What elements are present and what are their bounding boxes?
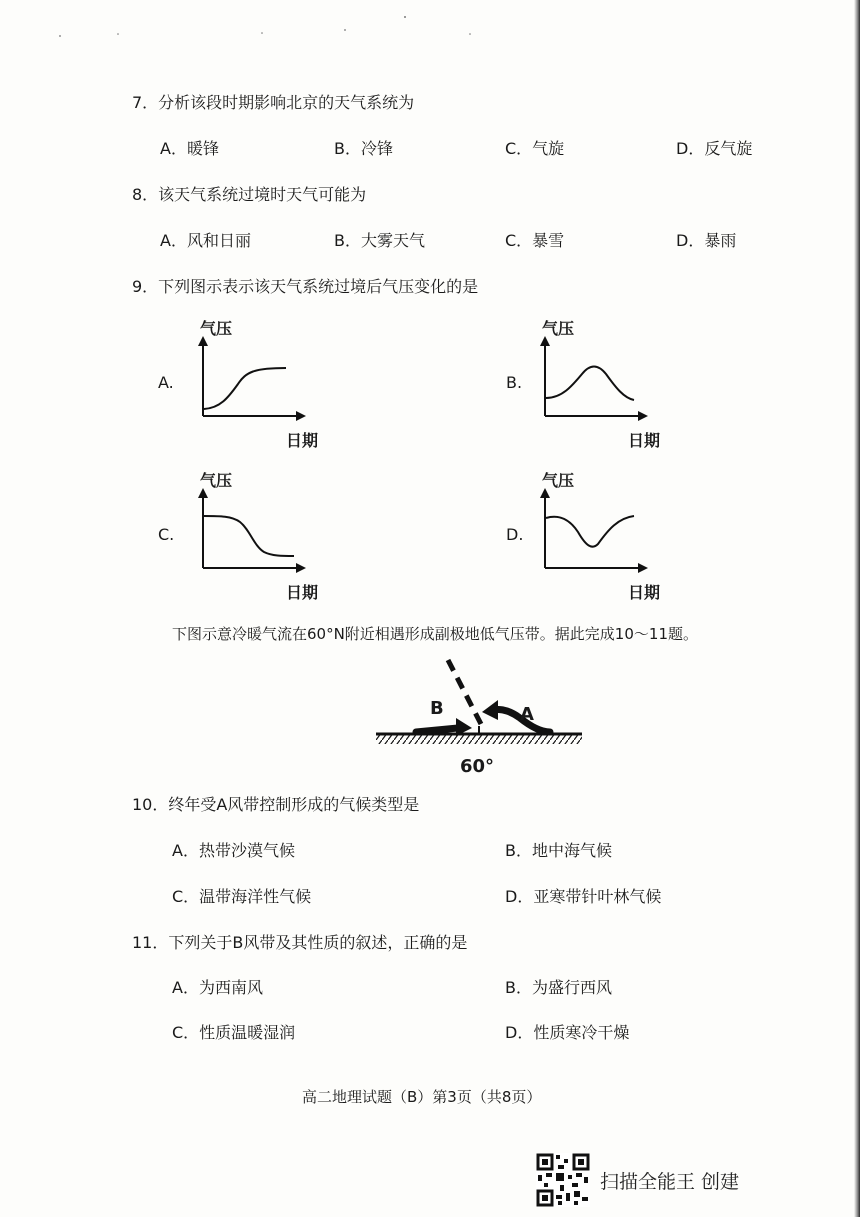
q7-option-c: C．气旋	[505, 139, 565, 158]
graph-a-letter: A.	[158, 373, 174, 392]
graph-a-xlabel: 日期	[286, 431, 319, 450]
q11-option-d: D．性质寒冷干燥	[505, 1023, 630, 1042]
section-intro: 下图示意冷暖气流在60°N附近相遇形成副极地低气压带。据此完成10～11题。	[172, 625, 698, 643]
q10-option-b: B．地中海气候	[505, 841, 612, 860]
arrow-b	[416, 728, 458, 732]
q11-stem: 11．下列关于B风带及其性质的叙述，正确的是	[132, 933, 468, 952]
q11-option-c: C．性质温暖湿润	[172, 1023, 296, 1042]
q10-stem: 10．终年受A风带控制形成的气候类型是	[132, 795, 420, 814]
graph-d-plot	[532, 488, 662, 578]
q8-option-d: D．暴雨	[676, 231, 737, 250]
scan-specks	[0, 0, 860, 40]
scanner-watermark-text: 扫描全能王 创建	[600, 1171, 740, 1193]
q8-option-a: A．风和日丽	[160, 231, 251, 250]
graph-b-letter: B.	[506, 373, 523, 392]
figure-label-b: B	[430, 698, 444, 719]
q10-option-d: D．亚寒带针叶林气候	[505, 887, 662, 906]
graph-b-xlabel: 日期	[628, 431, 661, 450]
graph-d-ylabel: 气压	[542, 471, 575, 490]
q7-option-b: B．冷锋	[334, 139, 393, 158]
graph-d-letter: D.	[506, 525, 524, 544]
scan-edge-shadow	[854, 0, 860, 1217]
graph-c-letter: C.	[158, 525, 175, 544]
q7-option-a: A．暖锋	[160, 139, 219, 158]
q7-stem: 7．分析该段时期影响北京的天气系统为	[132, 93, 415, 112]
page-footer: 高二地理试题（B）第3页（共8页）	[302, 1088, 542, 1106]
graph-c-plot	[190, 488, 320, 578]
graph-b-plot	[532, 336, 662, 426]
graph-a-ylabel: 气压	[200, 319, 233, 338]
q8-stem: 8．该天气系统过境时天气可能为	[132, 185, 367, 204]
graph-d-xlabel: 日期	[628, 583, 661, 602]
figure-label-a: A	[520, 704, 534, 725]
graph-c-ylabel: 气压	[200, 471, 233, 490]
figure-label-latitude: 60°	[460, 756, 495, 777]
graph-c-xlabel: 日期	[286, 583, 319, 602]
q11-option-b: B．为盛行西风	[505, 978, 612, 997]
arrow-a-head	[482, 700, 498, 720]
q9-stem: 9．下列图示表示该天气系统过境后气压变化的是	[132, 277, 479, 296]
q8-option-c: C．暴雪	[505, 231, 565, 250]
front-dashed-line	[448, 660, 482, 726]
q10-option-a: A．热带沙漠气候	[172, 841, 295, 860]
graph-a-plot	[190, 336, 320, 426]
wind-belt-figure	[370, 652, 590, 752]
q10-option-c: C．温带海洋性气候	[172, 887, 312, 906]
q11-option-a: A．为西南风	[172, 978, 263, 997]
q8-option-b: B．大雾天气	[334, 231, 425, 250]
qr-code-icon	[536, 1153, 590, 1207]
graph-b-ylabel: 气压	[542, 319, 575, 338]
q7-option-d: D．反气旋	[676, 139, 753, 158]
